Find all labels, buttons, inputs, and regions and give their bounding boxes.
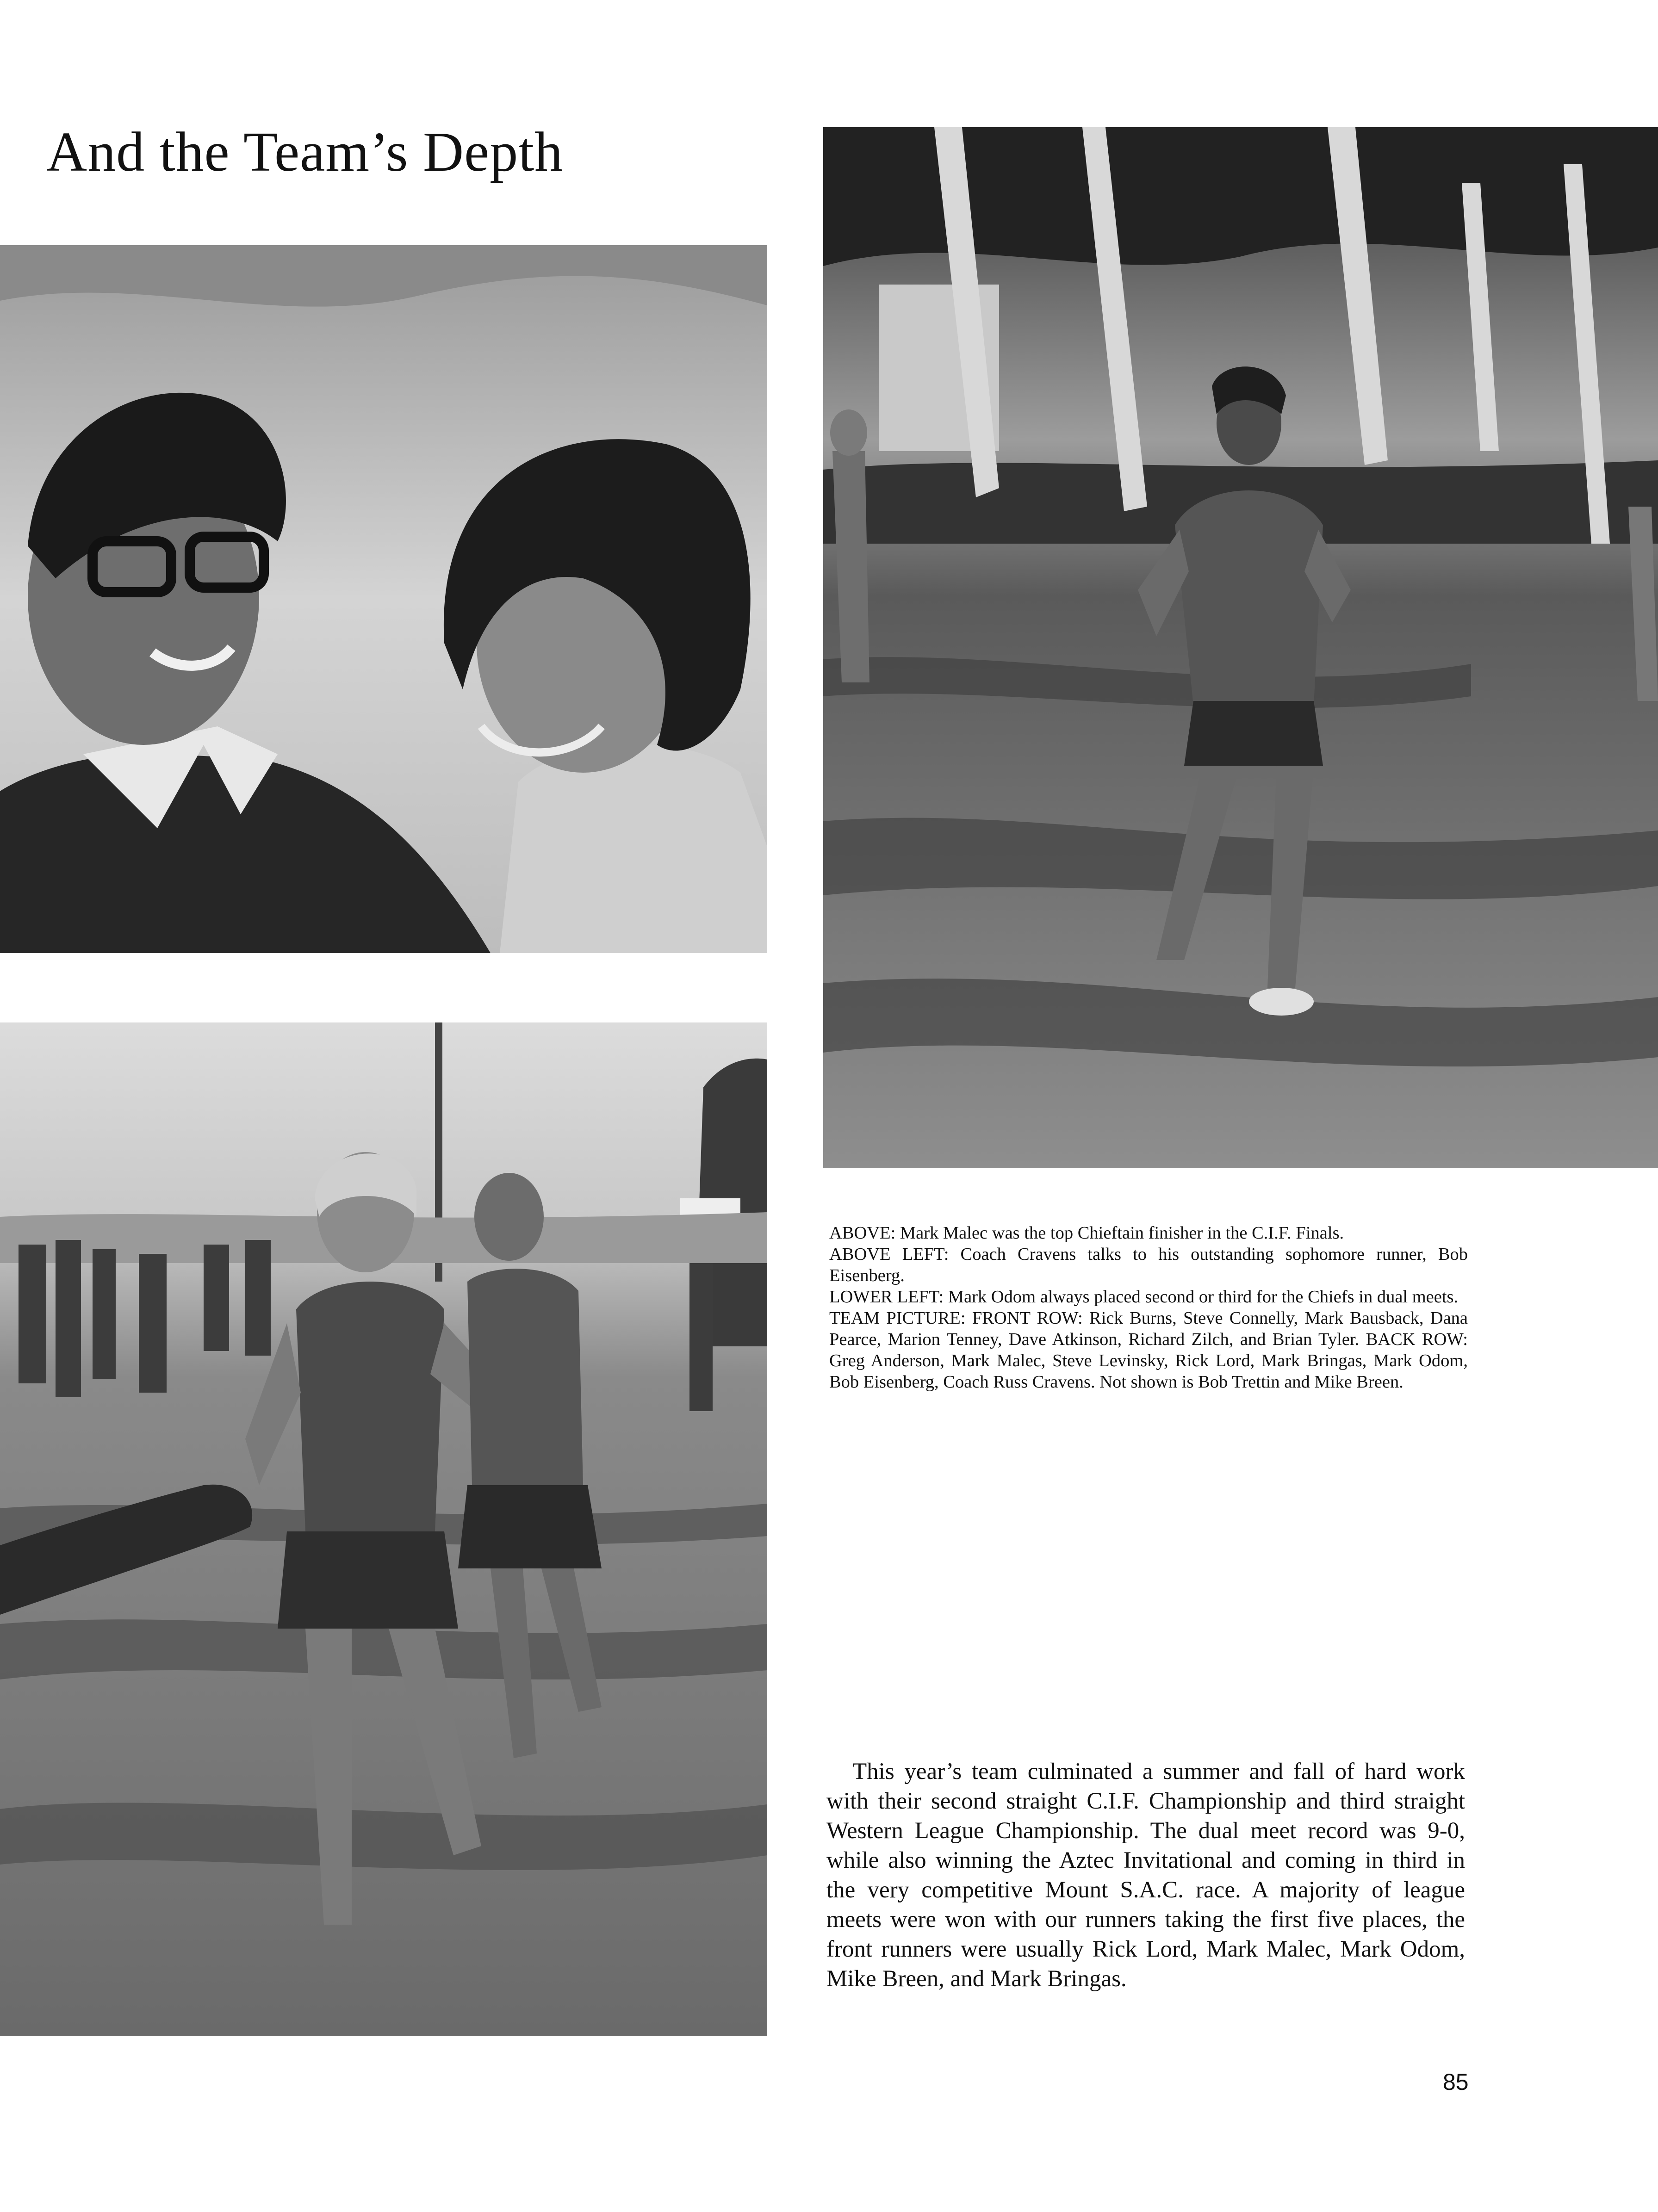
article-body — [826, 1757, 1465, 1994]
photo-coach-and-runner — [0, 245, 767, 953]
page-number: 85 — [1443, 2069, 1469, 2095]
caption-above-left: ABOVE LEFT: Coach Cravens talks to his outstanding sophomore runner, Bob Eisenberg. — [829, 1245, 1468, 1285]
article-paragraph: This year’s team culminated a summer and fall of hard work with their second straight C.I.F. Championship and third straight Western League Championship. The dual meet record was 9-0, while also winning the Aztec Invitational and coming in third in the very competitive Mount S.A.C. race. A majority of league meets were won with our runners taking the first five places, the front runners were usually Rick Lord, Mark Malec, Mark Odom, Mike Breen, and Mark Bringas. — [826, 1759, 1465, 1992]
caption-above: ABOVE: Mark Malec was the top Chieftain finisher in the C.I.F. Finals. — [829, 1223, 1344, 1243]
photo-runners-on-dirt-course — [0, 1022, 767, 2036]
photo-captions — [829, 1222, 1468, 1393]
photo-runner-among-trees — [823, 127, 1658, 1168]
caption-team-picture: TEAM PICTURE: FRONT ROW: Rick Burns, Steve Connelly, Mark Bausback, Dana Pearce, Marion Tenney, Dave Atkinson, Richard Zilch, and Brian Tyler. BACK ROW: Greg Anderson, Mark Malec, Steve Levinsky, Rick Lord, Mark Bringas, Mark Odom, Bob Eisenberg, Coach Russ Cravens. Not shown is Bob Trettin and Mike Breen. — [829, 1308, 1468, 1392]
page-title: And the Team’s Depth — [46, 121, 564, 183]
caption-lower-left: LOWER LEFT: Mark Odom always placed second or third for the Chiefs in dual meets. — [829, 1287, 1459, 1307]
